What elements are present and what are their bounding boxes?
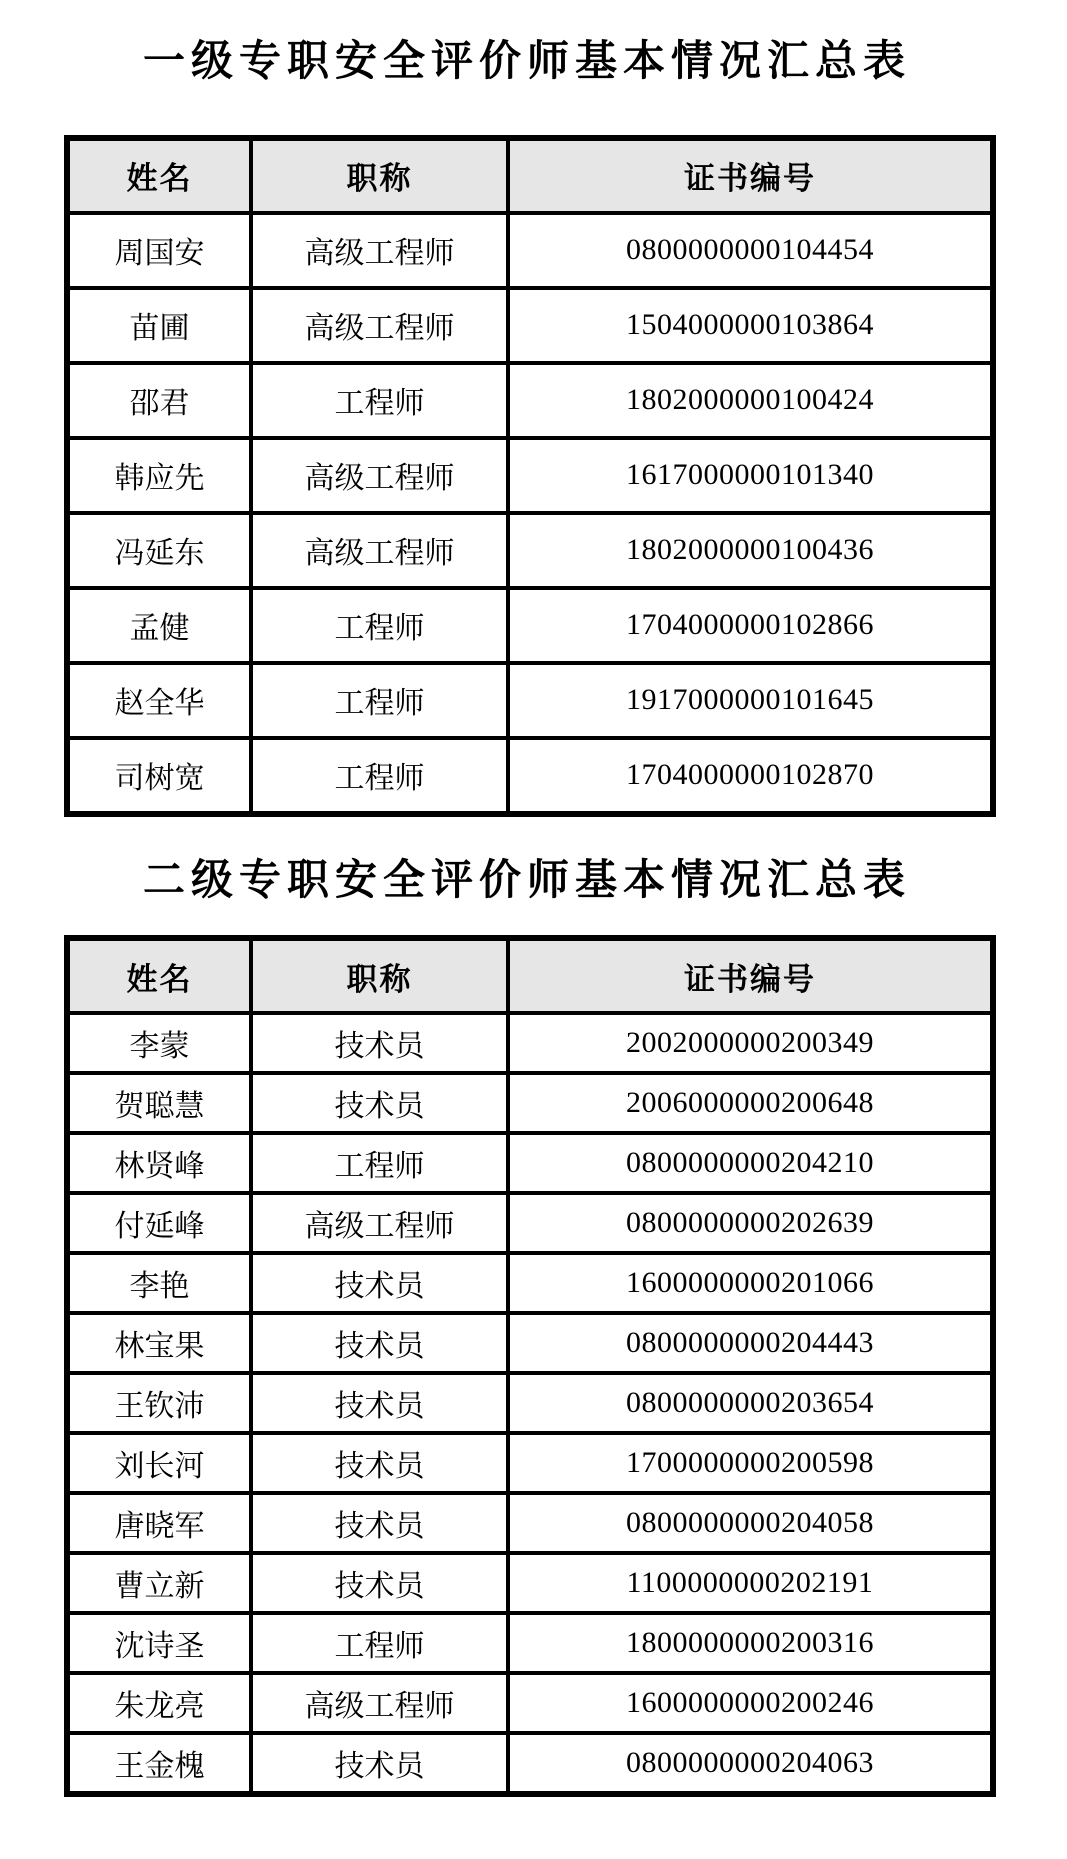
level1-table-title: 一级专职安全评价师基本情况汇总表 [142, 39, 911, 85]
cert-number-cell: 1700000000200598 [508, 1433, 993, 1493]
table-row [67, 288, 993, 363]
job-title-cell: 技术员 [251, 1313, 508, 1373]
table-row [67, 1373, 993, 1433]
name-cell: 周国安 [67, 213, 251, 288]
job-title-cell: 高级工程师 [251, 288, 508, 363]
column-header-title: 职称 [251, 138, 508, 213]
table-row [67, 1193, 993, 1253]
name-cell: 赵全华 [67, 663, 251, 738]
cert-number-cell: 1802000000100424 [508, 363, 993, 438]
name-cell: 司树宽 [67, 738, 251, 814]
table-row [67, 1433, 993, 1493]
cert-number-cell: 1617000000101340 [508, 438, 993, 513]
name-cell: 付延峰 [67, 1193, 251, 1253]
job-title-cell: 技术员 [251, 1373, 508, 1433]
table-row [67, 438, 993, 513]
cert-number-cell: 0800000000202639 [508, 1193, 993, 1253]
job-title-cell: 工程师 [251, 363, 508, 438]
level2-table-title: 二级专职安全评价师基本情况汇总表 [142, 857, 911, 904]
name-cell: 李艳 [67, 1253, 251, 1313]
job-title-cell: 技术员 [251, 1073, 508, 1133]
table-row [67, 1733, 993, 1794]
name-cell: 王金槐 [67, 1733, 251, 1794]
table-row [67, 1313, 993, 1373]
job-title-cell: 高级工程师 [251, 1673, 508, 1733]
name-cell: 朱龙亮 [67, 1673, 251, 1733]
job-title-cell: 技术员 [251, 1253, 508, 1313]
name-cell: 唐晓军 [67, 1493, 251, 1553]
job-title-cell: 工程师 [251, 663, 508, 738]
table-row [67, 588, 993, 663]
name-cell: 韩应先 [67, 438, 251, 513]
job-title-cell: 工程师 [251, 588, 508, 663]
level1-table-body [67, 213, 993, 814]
column-header-title: 职称 [251, 938, 508, 1013]
name-cell: 贺聪慧 [67, 1073, 251, 1133]
cert-number-cell: 1600000000200246 [508, 1673, 993, 1733]
cert-number-cell: 0800000000204210 [508, 1133, 993, 1193]
name-cell: 邵君 [67, 363, 251, 438]
cert-number-cell: 1704000000102866 [508, 588, 993, 663]
cert-number-cell: 2006000000200648 [508, 1073, 993, 1133]
column-header-cert: 证书编号 [508, 138, 993, 213]
job-title-cell: 技术员 [251, 1733, 508, 1794]
cert-number-cell: 1100000000202191 [508, 1553, 993, 1613]
job-title-cell: 工程师 [251, 1133, 508, 1193]
job-title-cell: 技术员 [251, 1013, 508, 1073]
header-row [67, 938, 993, 1013]
name-cell: 王钦沛 [67, 1373, 251, 1433]
cert-number-cell: 1504000000103864 [508, 288, 993, 363]
table-row [67, 1133, 993, 1193]
cert-number-cell: 1800000000200316 [508, 1613, 993, 1673]
name-cell: 李蒙 [67, 1013, 251, 1073]
job-title-cell: 高级工程师 [251, 1193, 508, 1253]
level2-evaluator-table [64, 935, 996, 1797]
cert-number-cell: 2002000000200349 [508, 1013, 993, 1073]
name-cell: 冯延东 [67, 513, 251, 588]
cert-number-cell: 0800000000204058 [508, 1493, 993, 1553]
name-cell: 曹立新 [67, 1553, 251, 1613]
cert-number-cell: 0800000000104454 [508, 213, 993, 288]
job-title-cell: 技术员 [251, 1433, 508, 1493]
cert-number-cell: 0800000000204443 [508, 1313, 993, 1373]
cert-number-cell: 0800000000203654 [508, 1373, 993, 1433]
name-cell: 孟健 [67, 588, 251, 663]
name-cell: 林宝果 [67, 1313, 251, 1373]
job-title-cell: 技术员 [251, 1493, 508, 1553]
table-row [67, 738, 993, 814]
table-row [67, 1673, 993, 1733]
table-row [67, 1253, 993, 1313]
name-cell: 刘长河 [67, 1433, 251, 1493]
job-title-cell: 高级工程师 [251, 213, 508, 288]
table-row [67, 213, 993, 288]
column-header-name: 姓名 [67, 138, 251, 213]
cert-number-cell: 0800000000204063 [508, 1733, 993, 1794]
cert-number-cell: 1917000000101645 [508, 663, 993, 738]
table-row [67, 363, 993, 438]
table-row [67, 1553, 993, 1613]
level2-table-header [67, 938, 993, 1013]
column-header-cert: 证书编号 [508, 938, 993, 1013]
name-cell: 苗圃 [67, 288, 251, 363]
name-cell: 沈诗圣 [67, 1613, 251, 1673]
table-row [67, 1073, 993, 1133]
header-row [67, 138, 993, 213]
job-title-cell: 高级工程师 [251, 438, 508, 513]
job-title-cell: 工程师 [251, 738, 508, 814]
job-title-cell: 工程师 [251, 1613, 508, 1673]
name-cell: 林贤峰 [67, 1133, 251, 1193]
level1-table-header [67, 138, 993, 213]
job-title-cell: 技术员 [251, 1553, 508, 1613]
column-header-name: 姓名 [67, 938, 251, 1013]
level2-table-body [67, 1013, 993, 1794]
table-row [67, 1013, 993, 1073]
table-row [67, 513, 993, 588]
level2-evaluator-section [64, 855, 990, 1798]
table-row [67, 1613, 993, 1673]
cert-number-cell: 1600000000201066 [508, 1253, 993, 1313]
job-title-cell: 高级工程师 [251, 513, 508, 588]
cert-number-cell: 1704000000102870 [508, 738, 993, 814]
table-row [67, 1493, 993, 1553]
level1-evaluator-section [64, 36, 990, 817]
cert-number-cell: 1802000000100436 [508, 513, 993, 588]
table-row [67, 663, 993, 738]
level1-evaluator-table [64, 135, 996, 817]
